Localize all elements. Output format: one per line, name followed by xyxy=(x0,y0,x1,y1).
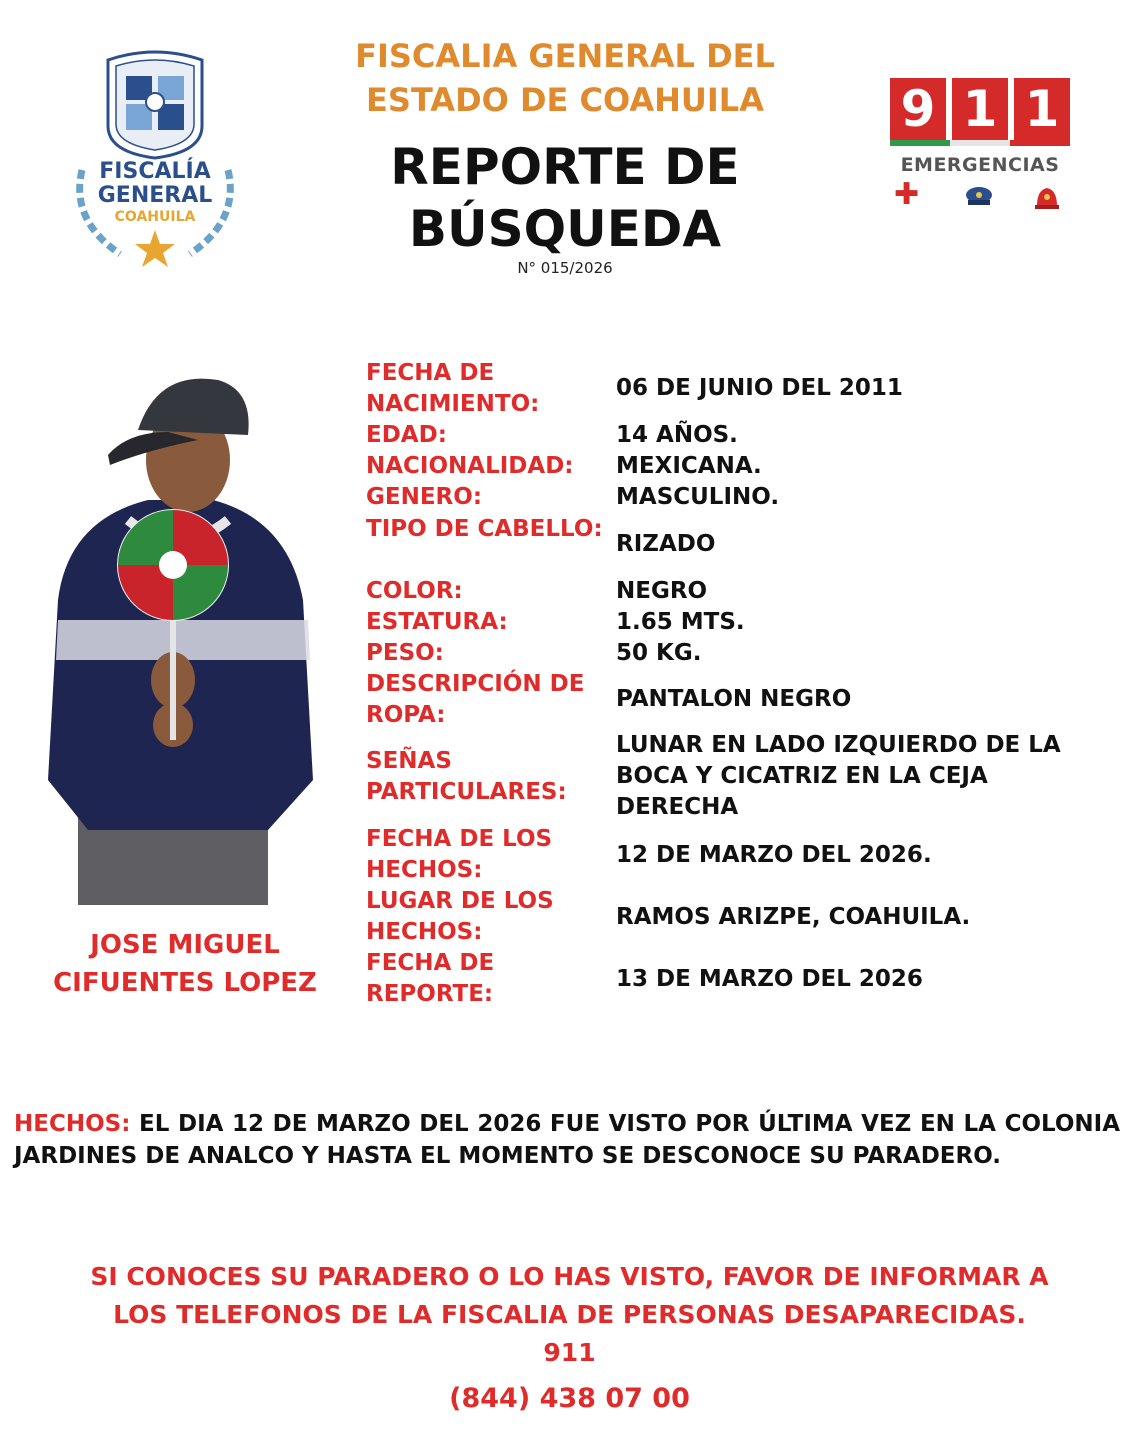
event-date-label: FECHA DE LOS HECHOS: xyxy=(366,826,553,883)
digit-1b: 1 xyxy=(1014,78,1070,140)
nationality-label: NACIONALIDAD: xyxy=(366,453,574,479)
agency-name-line2: ESTADO DE COAHUILA xyxy=(366,81,764,119)
cta-911: 911 xyxy=(543,1338,596,1367)
person-name-line2: CIFUENTES LOPEZ xyxy=(53,968,317,998)
marks-value: LUNAR EN LADO IZQUIERDO DE LA BOCA Y CICATRIZ EN LA CEJA DERECHA xyxy=(616,732,1061,820)
emergency-911-logo xyxy=(884,72,1074,222)
cta-line1: SI CONOCES SU PARADERO O LO HAS VISTO, FAVOR DE INFORMAR A xyxy=(90,1262,1049,1291)
report-title-line2: BÚSQUEDA xyxy=(408,200,722,258)
digit-1a: 1 xyxy=(952,78,1008,140)
call-to-action xyxy=(0,1258,1139,1372)
facts-text: EL DIA 12 DE MARZO DEL 2026 FUE VISTO POR ÚLTIMA VEZ EN LA COLONIA JARDINES DE ANALCO Y HASTA EL MOMENTO SE DESCONOCE SU PARADERO. xyxy=(14,1111,1120,1169)
agency-name xyxy=(300,34,830,122)
color-value: NEGRO xyxy=(616,578,708,604)
clothing-label: DESCRIPCIÓN DE ROPA: xyxy=(366,671,585,728)
birth-label: FECHA DE NACIMIENTO: xyxy=(366,360,540,417)
weight-value: 50 KG. xyxy=(616,640,702,666)
marks-label: SEÑAS PARTICULARES: xyxy=(366,748,567,805)
person-name xyxy=(30,926,340,1002)
report-date-label: FECHA DE REPORTE: xyxy=(366,950,495,1007)
logo-line1: FISCALÍA xyxy=(99,159,211,184)
logo-line3: COAHUILA xyxy=(114,209,196,225)
facts-paragraph xyxy=(14,1108,1120,1172)
fiscalia-shield-logo xyxy=(60,40,250,270)
event-place-value: RAMOS ARIZPE, COAHUILA. xyxy=(616,904,971,930)
nationality-value: MEXICANA. xyxy=(616,453,762,479)
firefighter-helmet-icon xyxy=(1034,184,1060,210)
emergencias-label: EMERGENCIAS xyxy=(900,154,1060,176)
clothing-value: PANTALON NEGRO xyxy=(616,686,852,712)
facts-label: HECHOS: xyxy=(14,1111,131,1137)
hair-type-value: RIZADO xyxy=(616,531,716,557)
logo-line2: GENERAL xyxy=(97,183,213,208)
contact-phone: (844) 438 07 00 xyxy=(449,1383,690,1414)
cta-line2: LOS TELEFONOS DE LA FISCALIA DE PERSONAS DESAPARECIDAS. xyxy=(113,1300,1026,1329)
event-place-label: LUGAR DE LOS HECHOS: xyxy=(366,888,554,945)
red-cross-icon: ✚ xyxy=(894,177,920,212)
red-bar xyxy=(1010,140,1070,146)
age-value: 14 AÑOS. xyxy=(616,422,738,448)
agency-name-line1: FISCALIA GENERAL DEL xyxy=(355,37,775,75)
weight-label: PESO: xyxy=(366,640,444,666)
report-title xyxy=(300,136,830,260)
fiscalia-logo xyxy=(60,40,250,270)
hair-type-label: TIPO DE CABELLO: xyxy=(366,516,603,542)
person-name-line1: JOSE MIGUEL xyxy=(90,930,280,960)
green-bar xyxy=(890,140,950,146)
police-cap-icon xyxy=(964,186,994,208)
height-label: ESTATURA: xyxy=(366,609,508,635)
gender-label: GENERO: xyxy=(366,484,483,510)
white-bar xyxy=(950,140,1010,146)
height-value: 1.65 MTS. xyxy=(616,609,745,635)
birth-value: 06 DE JUNIO DEL 2011 xyxy=(616,375,903,401)
report-date-value: 13 DE MARZO DEL 2026 xyxy=(616,966,923,992)
report-number: N° 015/2026 xyxy=(517,259,613,277)
gender-value: MASCULINO. xyxy=(616,484,780,510)
event-date-value: 12 DE MARZO DEL 2026. xyxy=(616,842,932,868)
color-label: COLOR: xyxy=(366,578,463,604)
age-label: EDAD: xyxy=(366,422,447,448)
missing-person-photo xyxy=(38,360,320,905)
report-title-line1: REPORTE DE xyxy=(390,138,740,196)
digit-9: 9 xyxy=(890,78,946,140)
